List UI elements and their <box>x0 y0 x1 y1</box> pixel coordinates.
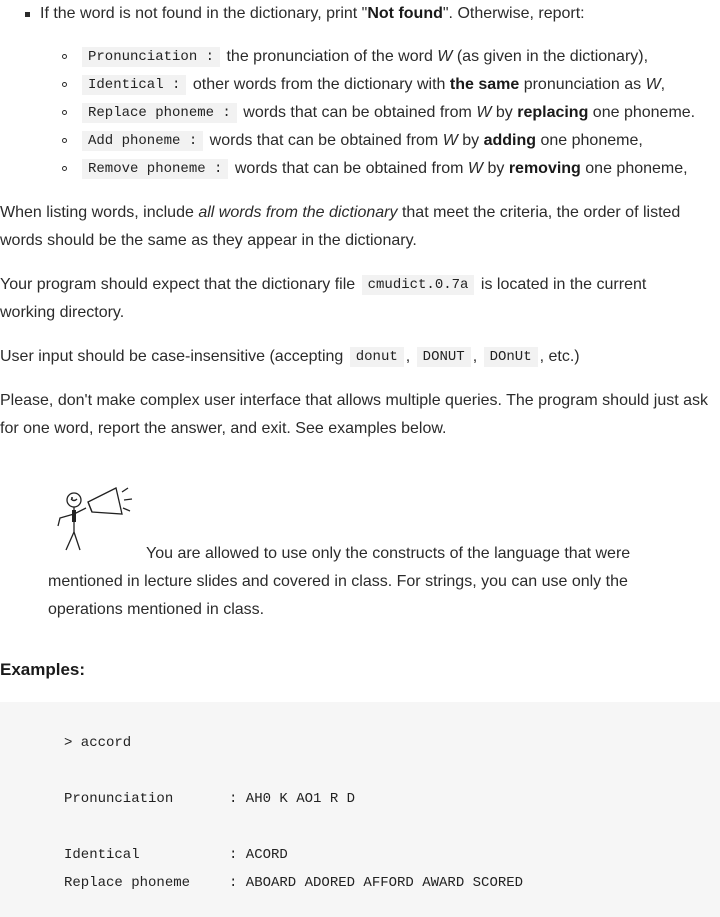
word-variable: W <box>476 104 492 121</box>
case-text: , etc.) <box>539 348 580 365</box>
dictfile-text: is located in the current <box>476 276 647 293</box>
report-item-add <box>80 127 643 155</box>
report-item-text: one phoneme, <box>536 132 643 149</box>
listing-line-1 <box>0 199 680 227</box>
word-variable: W <box>645 76 661 93</box>
circle-bullet-icon <box>62 138 67 143</box>
report-item-code: Add phoneme : <box>82 131 203 151</box>
case-example-code: DOnUt <box>484 347 538 367</box>
report-item-text: one phoneme, <box>580 160 688 177</box>
example-replace-label: Replace phoneme <box>64 875 191 891</box>
case-example-code: donut <box>350 347 404 367</box>
listing-line-2: words should be the same as they appear in the dictionary. <box>0 232 417 249</box>
report-item-text: the pronunciation of the word <box>226 48 438 65</box>
square-bullet-icon <box>25 12 30 17</box>
listing-text: When listing words, include <box>0 204 199 221</box>
report-item-text: words that can be obtained from <box>234 160 468 177</box>
report-item-bold: the same <box>449 76 520 93</box>
listing-italic: all words from the dictionary <box>198 204 398 221</box>
case-text: User input should be case-insensitive (accepting <box>0 348 348 365</box>
note-line-2: mentioned in lecture slides and covered in class. For strings, you can use only the <box>48 573 628 590</box>
stick-figure-with-megaphone-icon <box>52 480 136 554</box>
report-item-pronunciation <box>80 43 648 71</box>
report-item-remove <box>80 155 688 183</box>
examples-heading: Examples: <box>0 660 86 679</box>
example-identical-label: Identical <box>64 847 140 863</box>
note-line-3: operations mentioned in class. <box>48 601 265 618</box>
circle-bullet-icon <box>62 110 67 115</box>
note-line-1: You are allowed to use only the constructs of the language that were <box>146 545 631 562</box>
example-pronunciation-value: : AH0 K AO1 R D <box>229 791 356 807</box>
not-found-text: Not found <box>367 5 443 22</box>
dictfile-line-1 <box>0 271 646 299</box>
report-item-text: by <box>457 132 484 149</box>
circle-bullet-icon <box>62 54 67 59</box>
report-item-text: words that can be obtained from <box>209 132 443 149</box>
example-replace-value: : ABOARD ADORED AFFORD AWARD SCORED <box>229 875 524 891</box>
dictfile-text: Your program should expect that the dictionary file <box>0 276 360 293</box>
report-item-text: by <box>483 160 509 177</box>
dictfile-line-2: working directory. <box>0 304 125 321</box>
report-item-bold: replacing <box>517 104 589 121</box>
example-code-block <box>0 702 720 917</box>
listing-text: that meet the criteria, the order of listed <box>397 204 681 221</box>
please-line-1: Please, don't make complex user interface that allows multiple queries. The program should just ask <box>0 392 708 409</box>
example-identical-value: : ACORD <box>229 847 288 863</box>
circle-bullet-icon <box>62 82 67 87</box>
case-separator: , <box>405 348 411 365</box>
report-item-text: by <box>491 104 518 121</box>
word-variable: W <box>437 48 453 65</box>
case-insensitive-paragraph <box>0 343 580 371</box>
example-prompt: > accord <box>64 735 132 751</box>
dictfile-filename-code: cmudict.0.7a <box>362 275 475 295</box>
report-item-replace <box>80 99 695 127</box>
case-example-code: DONUT <box>417 347 471 367</box>
intro-text-after: ". Otherwise, report: <box>442 5 585 22</box>
example-pronunciation-label: Pronunciation <box>64 791 174 807</box>
report-item-text: other words from the dictionary with <box>192 76 450 93</box>
report-item-identical <box>80 71 665 99</box>
report-item-bold: removing <box>508 160 581 177</box>
word-variable: W <box>442 132 458 149</box>
report-item-bold: adding <box>483 132 537 149</box>
report-item-text: (as given in the dictionary), <box>452 48 649 65</box>
report-item-code: Pronunciation : <box>82 47 220 67</box>
report-item-code: Remove phoneme : <box>82 159 228 179</box>
intro-line <box>40 0 585 28</box>
report-item-text: one phoneme. <box>588 104 696 121</box>
report-item-text: pronunciation as <box>519 76 646 93</box>
report-item-code: Identical : <box>82 75 186 95</box>
report-item-code: Replace phoneme : <box>82 103 237 123</box>
circle-bullet-icon <box>62 166 67 171</box>
intro-text-before: If the word is not found in the dictionary, print " <box>40 5 368 22</box>
report-item-text: words that can be obtained from <box>243 104 477 121</box>
please-line-2: for one word, report the answer, and exit. See examples below. <box>0 420 447 437</box>
report-item-text: , <box>660 76 666 93</box>
case-separator: , <box>472 348 478 365</box>
word-variable: W <box>467 160 484 177</box>
